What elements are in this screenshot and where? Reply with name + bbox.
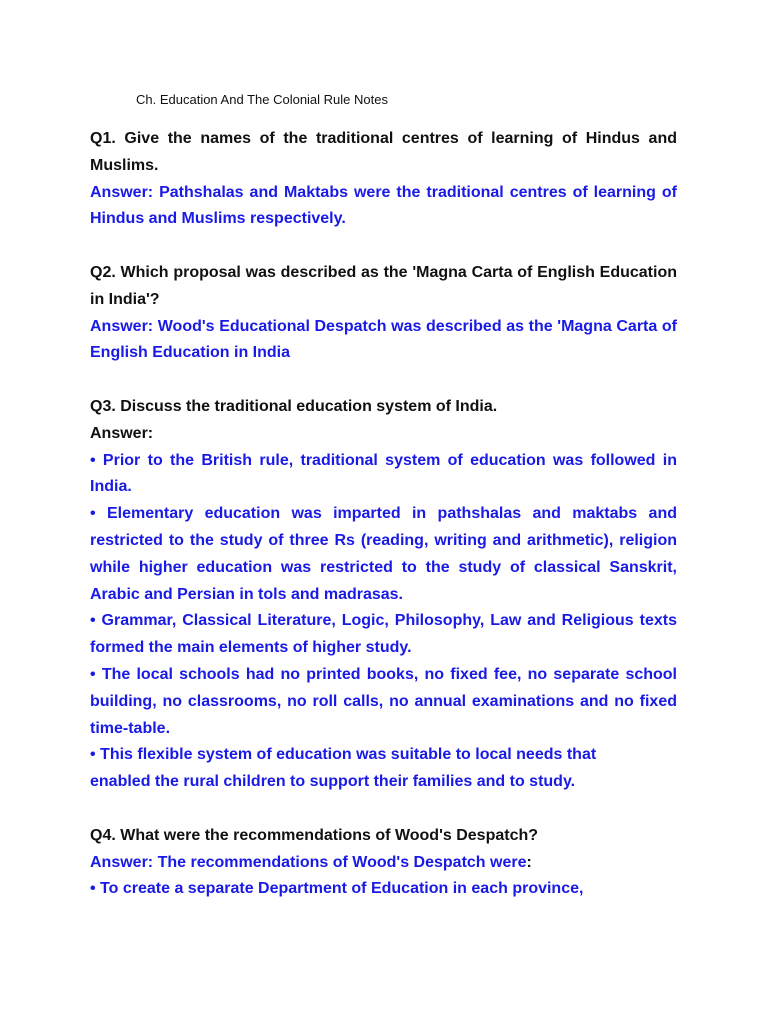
question-3: Q3. Discuss the traditional education system of India. (90, 397, 498, 415)
spacer (90, 796, 677, 823)
page-header-title: Ch. Education And The Colonial Rule Notes (136, 92, 388, 107)
answer-4 (90, 850, 677, 877)
answer-4-bullet-1: • To create a separate Department of Education in each province, (90, 880, 584, 898)
answer-3-bullet-3: • Grammar, Classical Literature, Logic, Philosophy, Law and Religious texts formed the main elements of higher study. (90, 612, 677, 657)
answer-3-bullet-2: • Elementary education was imparted in pathshalas and maktabs and restricted to the study of three Rs (reading, writing and arithmetic), religion while higher education was restricted to the study of classical Sanskrit, Arabic and Persian in tols and madrasas. (90, 505, 677, 603)
question-4: Q4. What were the recommendations of Wood's Despatch? (90, 826, 539, 844)
answer-1: Answer: Pathshalas and Maktabs were the traditional centres of learning of Hindus and Muslims respectively. (90, 183, 677, 228)
answer-4-colon: : (526, 853, 532, 871)
answer-2: Answer: Wood's Educational Despatch was described as the 'Magna Carta of English Education in India (90, 317, 677, 362)
answer-3-bullet-1: • Prior to the British rule, traditional system of education was followed in India. (90, 451, 677, 496)
answer-3-label: Answer: (90, 424, 154, 442)
answer-3-bullet-4: • The local schools had no printed books, no fixed fee, no separate school building, no classrooms, no roll calls, no annual examinations and no fixed time-table. (90, 665, 677, 737)
answer-3-bullet-5-line-2: enabled the rural children to support their families and to study. (90, 773, 576, 791)
notes-content (90, 126, 677, 903)
question-2: Q2. Which proposal was described as the 'Magna Carta of English Education in India'? (90, 263, 677, 308)
question-1: Q1. Give the names of the traditional centres of learning of Hindus and Muslims. (90, 130, 677, 174)
spacer (90, 233, 677, 260)
answer-3-bullet-5-line-1: • This flexible system of education was suitable to local needs that (90, 746, 597, 764)
answer-4-text: Answer: The recommendations of Wood's Despatch were (90, 853, 527, 871)
spacer (90, 367, 677, 394)
